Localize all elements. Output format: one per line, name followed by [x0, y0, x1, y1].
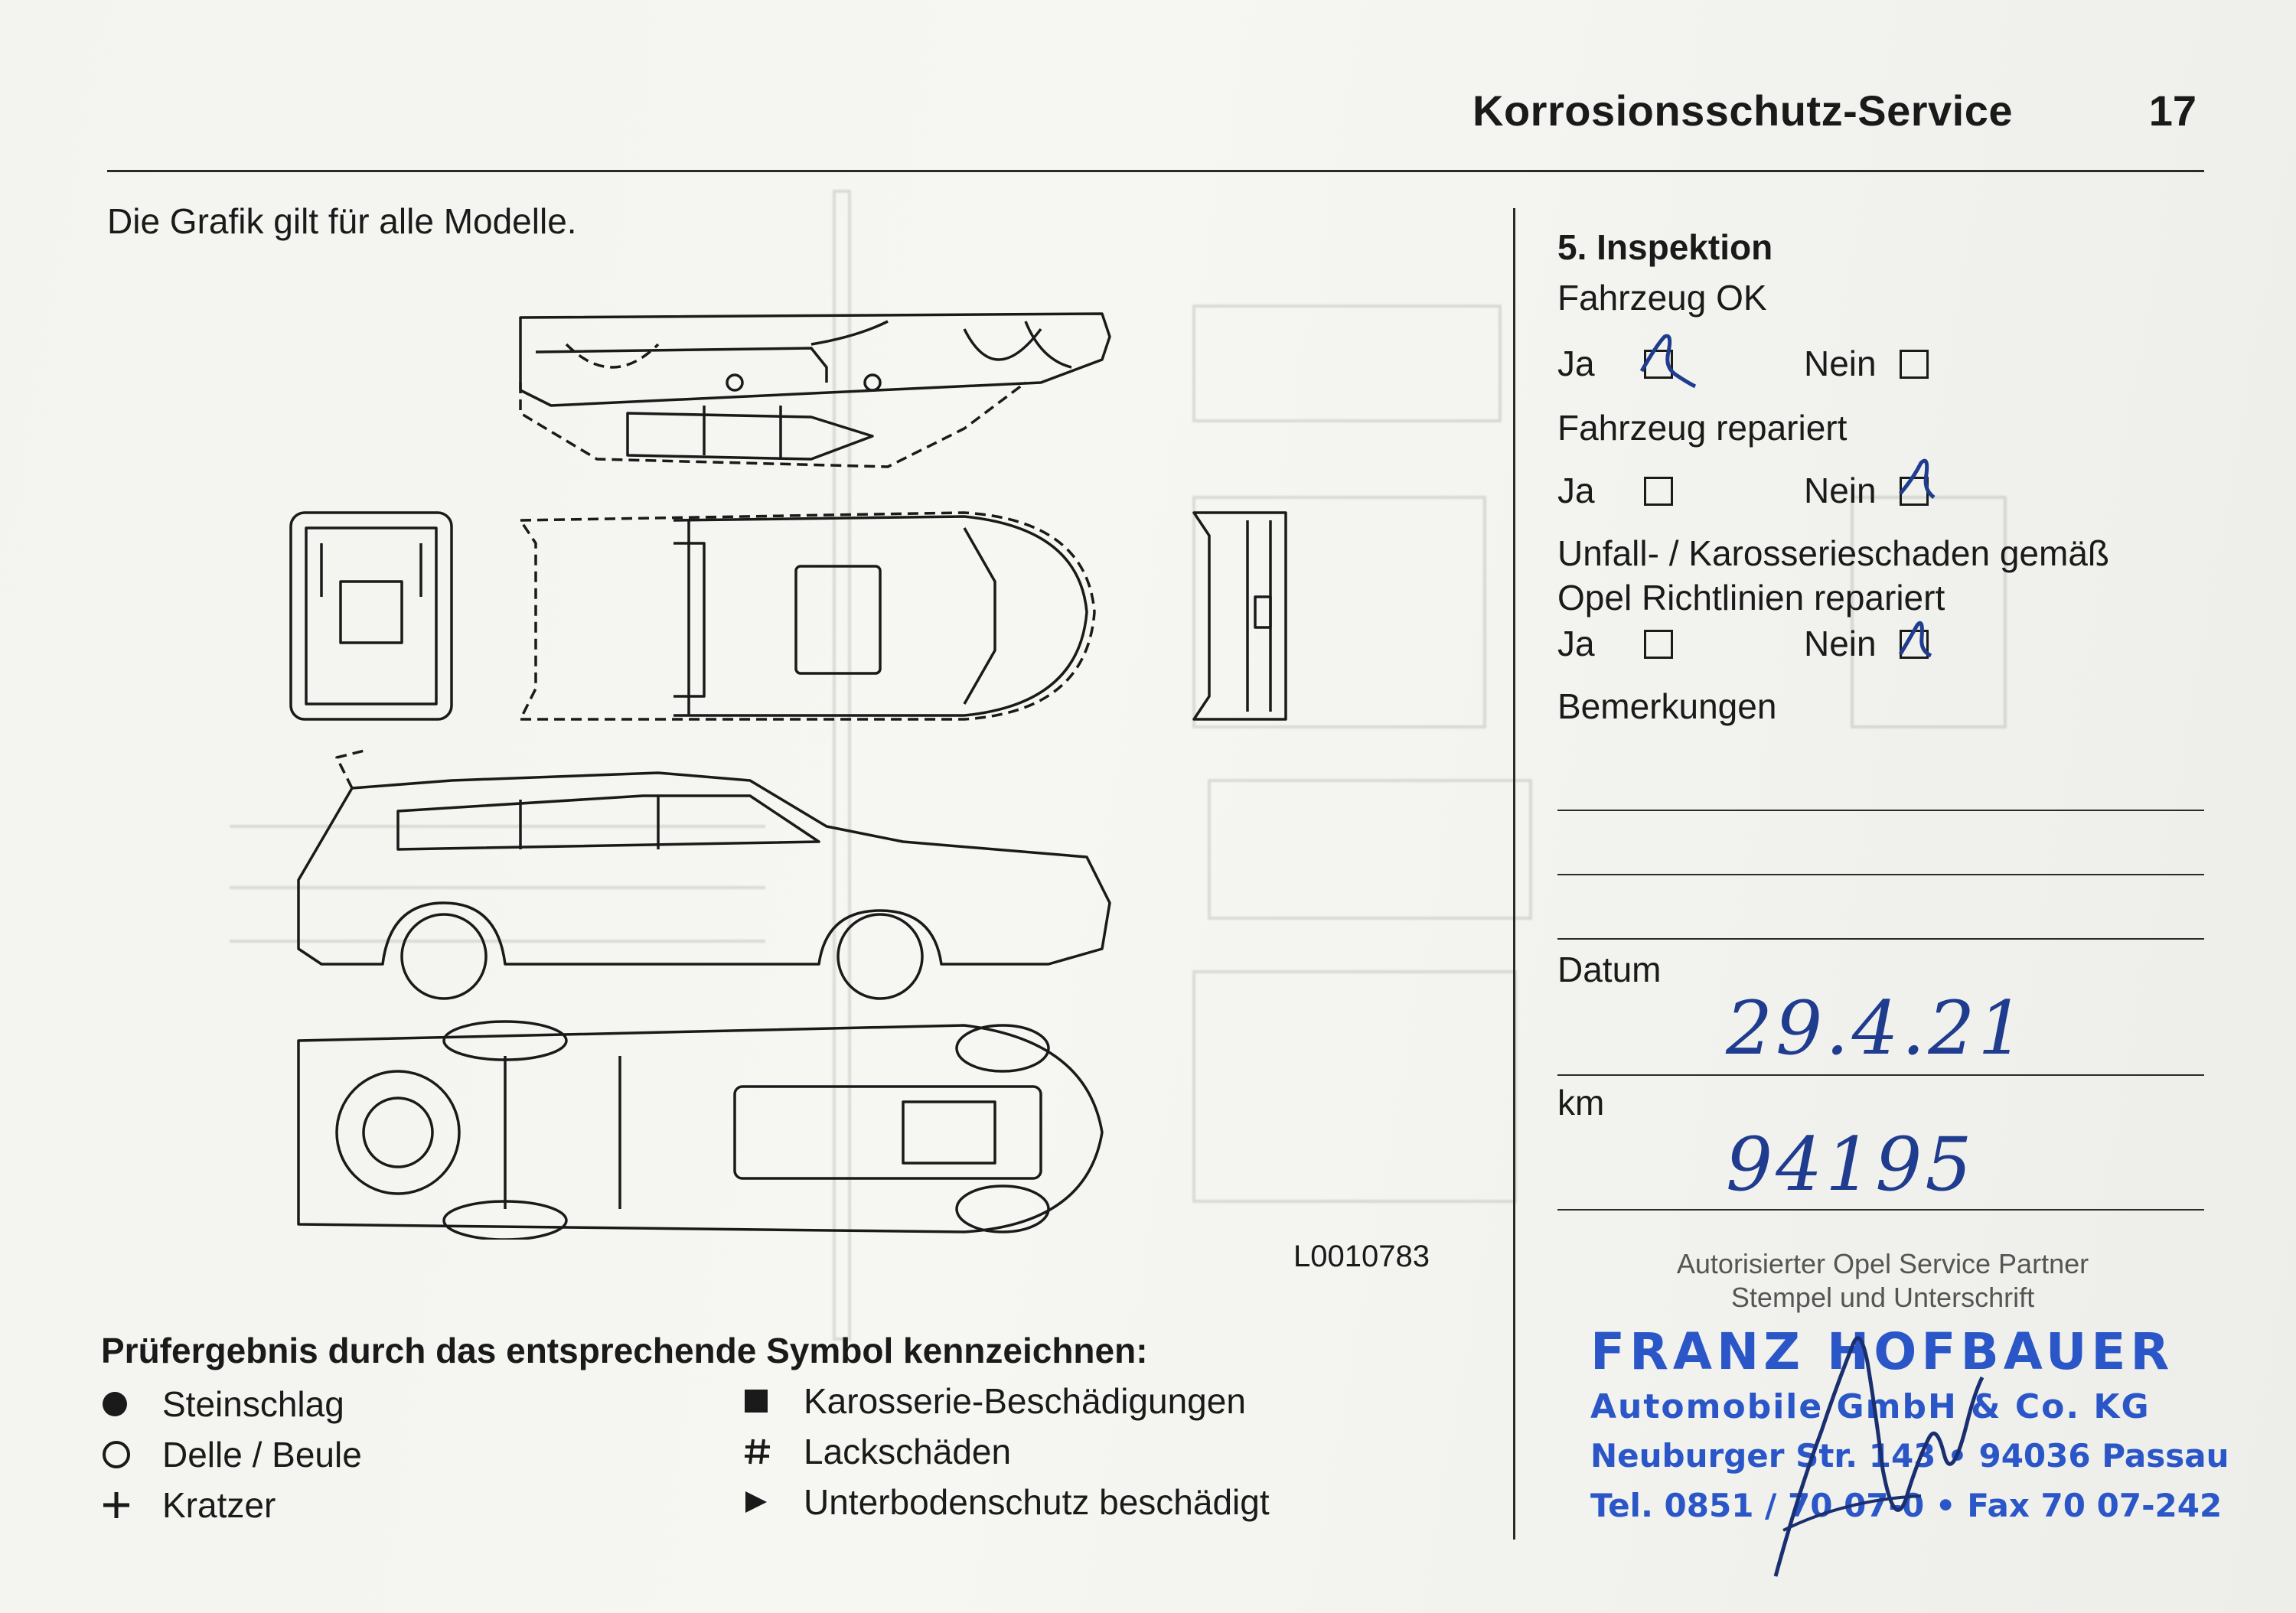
q2-no-checkmark	[1894, 455, 1948, 516]
km-handwritten: 94195	[1726, 1122, 1975, 1207]
diagram-reference-code: L0010783	[1293, 1240, 1430, 1273]
page-title: Korrosionsschutz-Service	[1473, 86, 2013, 135]
legend-label: Karosserie-Beschädigungen	[804, 1381, 1246, 1421]
legend-item-kratzer	[101, 1484, 276, 1526]
legend-item-karosserie	[742, 1380, 1246, 1422]
legend-item-delle	[101, 1434, 362, 1475]
q2-no-label: Nein	[1804, 471, 1877, 510]
question-accident-line2: Opel Richtlinien repariert	[1557, 578, 1945, 618]
plus-icon	[101, 1490, 162, 1520]
legend-label: Lackschäden	[804, 1432, 1012, 1471]
question-accident-line1: Unfall- / Karosserieschaden gemäß	[1557, 533, 2109, 573]
q3-yes-label: Ja	[1557, 624, 1595, 663]
stamp-line-4: Tel. 0851 / 70 07-0 • Fax 70 07-242	[1590, 1487, 2223, 1524]
open-circle-icon	[101, 1439, 162, 1470]
q1-yes-label: Ja	[1557, 344, 1595, 383]
stamp-line-1: FRANZ HOFBAUER	[1590, 1322, 2174, 1381]
vehicle-top-view-diagram	[520, 513, 1094, 719]
question-vehicle-repaired: Fahrzeug repariert	[1557, 408, 1848, 448]
q3-no-label: Nein	[1804, 624, 1877, 663]
vehicle-side-upper-diagram	[520, 314, 1110, 467]
stamp-line-2: Automobile GmbH & Co. KG	[1590, 1387, 2151, 1426]
vehicle-side-lower-diagram	[298, 750, 1110, 999]
stamp-line-3: Neuburger Str. 143 • 94036 Passau	[1590, 1437, 2229, 1475]
legend-item-lackschaeden	[742, 1431, 1011, 1472]
date-line[interactable]	[1557, 1074, 2204, 1076]
question-vehicle-ok: Fahrzeug OK	[1557, 278, 1767, 318]
filled-circle-icon	[101, 1390, 162, 1418]
filled-square-icon	[742, 1387, 804, 1415]
stamp-caption-line2: Stempel und Unterschrift	[1730, 1282, 2035, 1313]
q1-yes-checkmark	[1634, 329, 1703, 390]
q2-yes-checkbox[interactable]	[1644, 477, 1673, 506]
q1-no-label: Nein	[1804, 344, 1877, 383]
vehicle-diagrams	[276, 291, 1347, 1240]
vehicle-front-view-diagram	[291, 513, 452, 719]
vehicle-underbody-diagram	[298, 1022, 1102, 1240]
column-divider	[1513, 208, 1515, 1540]
q3-yes-checkbox[interactable]	[1644, 630, 1673, 659]
remarks-label: Bemerkungen	[1557, 686, 1777, 726]
q3-no-checkmark	[1894, 616, 1940, 670]
legend-label: Steinschlag	[162, 1384, 344, 1424]
page-number: 17	[2148, 86, 2197, 135]
q1-no-checkbox[interactable]	[1900, 350, 1929, 379]
km-label: km	[1557, 1083, 1605, 1123]
legend-label: Kratzer	[162, 1485, 276, 1525]
legend-title: Prüfergebnis durch das entsprechende Symbol kennzeichnen:	[101, 1331, 1148, 1370]
date-handwritten: 29.4.21	[1726, 986, 2028, 1071]
km-line[interactable]	[1557, 1209, 2204, 1211]
stamp-caption-line1: Autorisierter Opel Service Partner	[1676, 1248, 2089, 1279]
remarks-line-1[interactable]	[1557, 810, 2204, 811]
legend-label: Unterbodenschutz beschädigt	[804, 1482, 1270, 1522]
q2-yes-label: Ja	[1557, 471, 1595, 510]
vehicle-rear-view-diagram	[1194, 513, 1286, 719]
remarks-line-2[interactable]	[1557, 874, 2204, 875]
intro-text: Die Grafik gilt für alle Modelle.	[107, 201, 577, 241]
date-label: Datum	[1557, 950, 1662, 989]
handwritten-signature	[1753, 1301, 1998, 1584]
triangle-right-icon	[742, 1488, 804, 1516]
remarks-line-3[interactable]	[1557, 938, 2204, 940]
legend-label: Delle / Beule	[162, 1435, 362, 1475]
legend-item-unterboden	[742, 1481, 1270, 1523]
legend-item-steinschlag	[101, 1383, 344, 1425]
hash-icon	[742, 1436, 804, 1467]
inspection-heading: 5. Inspektion	[1557, 227, 1773, 267]
